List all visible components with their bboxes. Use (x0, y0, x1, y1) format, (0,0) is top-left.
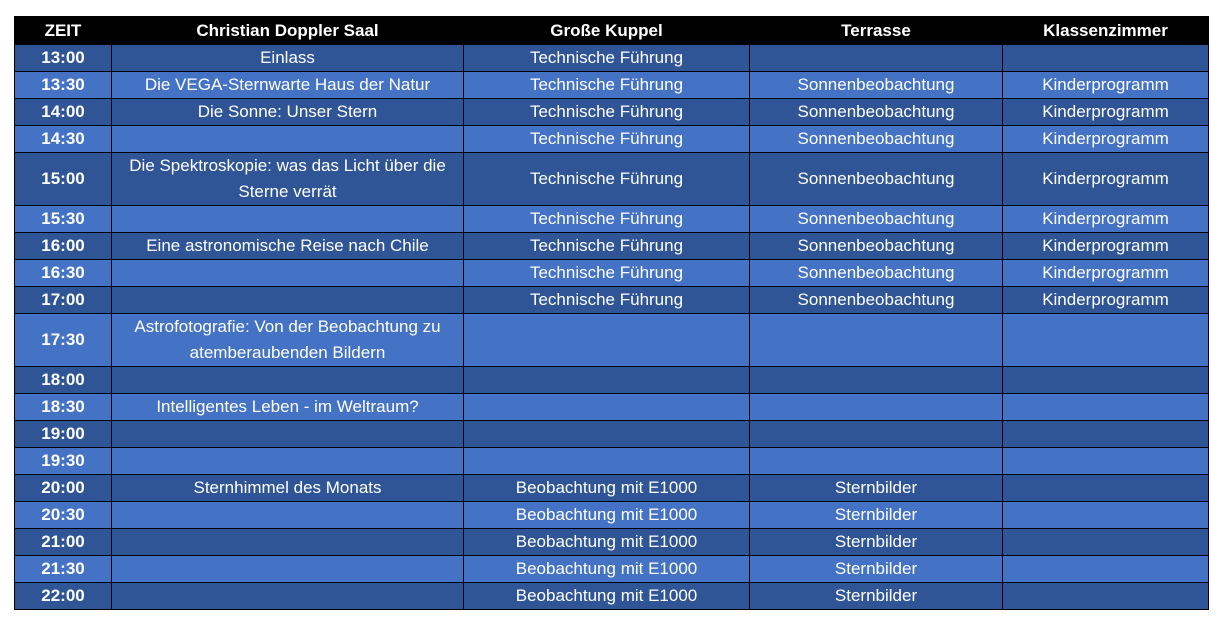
grosse-kuppel-cell: Technische Führung (464, 72, 750, 99)
schedule-row (15, 287, 1209, 314)
schedule-row (15, 233, 1209, 260)
klassenzimmer-cell (1003, 448, 1209, 475)
klassenzimmer-cell (1003, 45, 1209, 72)
time-cell: 16:00 (15, 233, 112, 260)
terrasse-cell: Sonnenbeobachtung (750, 99, 1003, 126)
grosse-kuppel-cell: Technische Führung (464, 99, 750, 126)
terrasse-cell: Sternbilder (750, 475, 1003, 502)
terrasse-cell: Sternbilder (750, 502, 1003, 529)
klassenzimmer-cell (1003, 314, 1209, 367)
schedule-row (15, 72, 1209, 99)
christian-doppler-saal-cell (112, 556, 464, 583)
schedule-row (15, 153, 1209, 206)
header-row (15, 17, 1209, 45)
time-cell: 20:00 (15, 475, 112, 502)
terrasse-cell: Sonnenbeobachtung (750, 153, 1003, 206)
time-cell: 21:00 (15, 529, 112, 556)
klassenzimmer-cell (1003, 502, 1209, 529)
schedule-row (15, 502, 1209, 529)
terrasse-cell: Sternbilder (750, 583, 1003, 610)
grosse-kuppel-cell (464, 448, 750, 475)
schedule-body (15, 45, 1209, 610)
schedule-row (15, 448, 1209, 475)
grosse-kuppel-cell (464, 367, 750, 394)
time-cell: 18:30 (15, 394, 112, 421)
klassenzimmer-cell: Kinderprogramm (1003, 233, 1209, 260)
christian-doppler-saal-cell: Die Spektroskopie: was das Licht über die Sterne verrät (112, 153, 464, 206)
terrasse-cell: Sonnenbeobachtung (750, 287, 1003, 314)
christian-doppler-saal-cell (112, 502, 464, 529)
time-cell: 22:00 (15, 583, 112, 610)
schedule-row (15, 421, 1209, 448)
header-time: ZEIT (15, 17, 112, 45)
grosse-kuppel-cell (464, 314, 750, 367)
christian-doppler-saal-cell (112, 260, 464, 287)
klassenzimmer-cell: Kinderprogramm (1003, 206, 1209, 233)
terrasse-cell (750, 314, 1003, 367)
klassenzimmer-cell: Kinderprogramm (1003, 99, 1209, 126)
grosse-kuppel-cell: Beobachtung mit E1000 (464, 502, 750, 529)
grosse-kuppel-cell: Technische Führung (464, 260, 750, 287)
christian-doppler-saal-cell (112, 126, 464, 153)
time-cell: 19:30 (15, 448, 112, 475)
christian-doppler-saal-cell (112, 206, 464, 233)
christian-doppler-saal-cell: Eine astronomische Reise nach Chile (112, 233, 464, 260)
christian-doppler-saal-cell (112, 583, 464, 610)
klassenzimmer-cell (1003, 367, 1209, 394)
schedule-row (15, 475, 1209, 502)
time-cell: 19:00 (15, 421, 112, 448)
schedule-row (15, 126, 1209, 153)
grosse-kuppel-cell: Technische Führung (464, 126, 750, 153)
grosse-kuppel-cell (464, 421, 750, 448)
christian-doppler-saal-cell (112, 421, 464, 448)
schedule-row (15, 394, 1209, 421)
time-cell: 13:30 (15, 72, 112, 99)
terrasse-cell: Sternbilder (750, 556, 1003, 583)
christian-doppler-saal-cell (112, 529, 464, 556)
klassenzimmer-cell: Kinderprogramm (1003, 72, 1209, 99)
grosse-kuppel-cell: Beobachtung mit E1000 (464, 583, 750, 610)
terrasse-cell: Sonnenbeobachtung (750, 260, 1003, 287)
klassenzimmer-cell: Kinderprogramm (1003, 126, 1209, 153)
time-cell: 14:00 (15, 99, 112, 126)
time-cell: 13:00 (15, 45, 112, 72)
christian-doppler-saal-cell (112, 367, 464, 394)
klassenzimmer-cell (1003, 583, 1209, 610)
schedule-row (15, 45, 1209, 72)
grosse-kuppel-cell: Beobachtung mit E1000 (464, 556, 750, 583)
klassenzimmer-cell: Kinderprogramm (1003, 153, 1209, 206)
christian-doppler-saal-cell: Astrofotografie: Von der Beobachtung zu atemberaubenden Bildern (112, 314, 464, 367)
time-cell: 17:30 (15, 314, 112, 367)
terrasse-cell: Sonnenbeobachtung (750, 126, 1003, 153)
grosse-kuppel-cell: Technische Führung (464, 206, 750, 233)
schedule-row (15, 314, 1209, 367)
christian-doppler-saal-cell: Die Sonne: Unser Stern (112, 99, 464, 126)
klassenzimmer-cell (1003, 394, 1209, 421)
grosse-kuppel-cell: Technische Führung (464, 153, 750, 206)
time-cell: 15:30 (15, 206, 112, 233)
terrasse-cell: Sonnenbeobachtung (750, 72, 1003, 99)
klassenzimmer-cell (1003, 529, 1209, 556)
terrasse-cell (750, 45, 1003, 72)
christian-doppler-saal-cell: Intelligentes Leben - im Weltraum? (112, 394, 464, 421)
terrasse-cell: Sternbilder (750, 529, 1003, 556)
terrasse-cell (750, 394, 1003, 421)
time-cell: 16:30 (15, 260, 112, 287)
time-cell: 21:30 (15, 556, 112, 583)
grosse-kuppel-cell (464, 394, 750, 421)
christian-doppler-saal-cell (112, 448, 464, 475)
schedule-table (14, 16, 1209, 610)
header-grosse-kuppel: Große Kuppel (464, 17, 750, 45)
header-klassenzimmer: Klassenzimmer (1003, 17, 1209, 45)
christian-doppler-saal-cell: Sternhimmel des Monats (112, 475, 464, 502)
time-cell: 20:30 (15, 502, 112, 529)
time-cell: 15:00 (15, 153, 112, 206)
klassenzimmer-cell (1003, 421, 1209, 448)
time-cell: 14:30 (15, 126, 112, 153)
klassenzimmer-cell: Kinderprogramm (1003, 260, 1209, 287)
christian-doppler-saal-cell (112, 287, 464, 314)
klassenzimmer-cell (1003, 475, 1209, 502)
schedule-row (15, 529, 1209, 556)
schedule-row (15, 583, 1209, 610)
time-cell: 17:00 (15, 287, 112, 314)
terrasse-cell (750, 421, 1003, 448)
schedule-row (15, 556, 1209, 583)
header-terrasse: Terrasse (750, 17, 1003, 45)
schedule-row (15, 367, 1209, 394)
grosse-kuppel-cell: Technische Führung (464, 287, 750, 314)
grosse-kuppel-cell: Beobachtung mit E1000 (464, 529, 750, 556)
terrasse-cell (750, 448, 1003, 475)
klassenzimmer-cell (1003, 556, 1209, 583)
terrasse-cell (750, 367, 1003, 394)
klassenzimmer-cell: Kinderprogramm (1003, 287, 1209, 314)
schedule-row (15, 99, 1209, 126)
terrasse-cell: Sonnenbeobachtung (750, 233, 1003, 260)
header-christian-doppler-saal: Christian Doppler Saal (112, 17, 464, 45)
schedule-row (15, 206, 1209, 233)
grosse-kuppel-cell: Beobachtung mit E1000 (464, 475, 750, 502)
time-cell: 18:00 (15, 367, 112, 394)
schedule-row (15, 260, 1209, 287)
schedule-table-container (14, 16, 1208, 610)
christian-doppler-saal-cell: Einlass (112, 45, 464, 72)
grosse-kuppel-cell: Technische Führung (464, 233, 750, 260)
christian-doppler-saal-cell: Die VEGA-Sternwarte Haus der Natur (112, 72, 464, 99)
terrasse-cell: Sonnenbeobachtung (750, 206, 1003, 233)
grosse-kuppel-cell: Technische Führung (464, 45, 750, 72)
